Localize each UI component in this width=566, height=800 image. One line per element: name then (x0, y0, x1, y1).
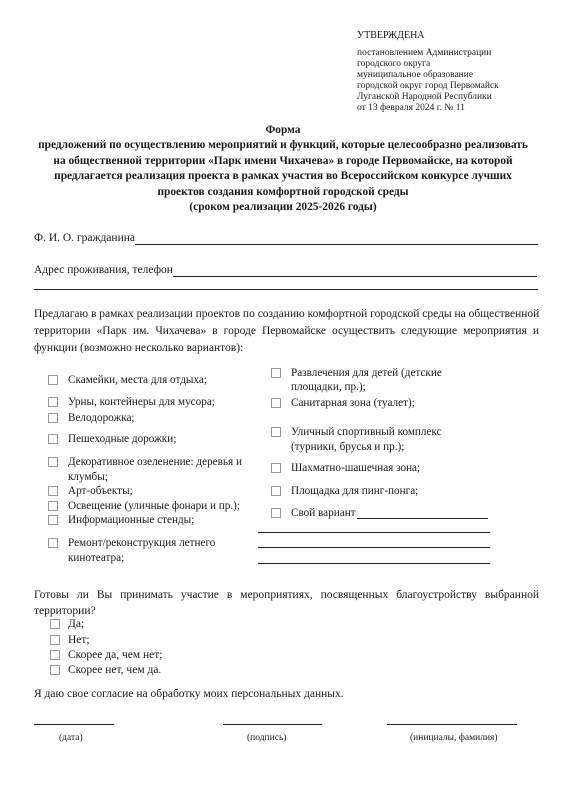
question-line: территории? (34, 605, 96, 617)
checkbox[interactable] (48, 515, 58, 525)
form-title (28, 123, 538, 215)
option-label: Санитарная зона (туалет); (291, 397, 415, 409)
approval-line: Луганской Народной Республики (357, 92, 492, 102)
option-label: Скамейки, места для отдыха; (68, 374, 207, 386)
option-label-cont: кинотеатра; (68, 552, 125, 564)
checkbox[interactable] (271, 508, 281, 518)
option-label-cont: клумбы; (68, 471, 108, 483)
checkbox[interactable] (48, 413, 58, 423)
approval-line: городской округ город Первомайск (357, 81, 499, 91)
own-variant-line[interactable] (357, 518, 488, 519)
option-label: Арт-объекты; (68, 485, 133, 497)
option-label: Пешеходные дорожки; (68, 433, 177, 445)
title-line: предложений по осуществлению мероприятий и функций, которые целесообразно реализовать (38, 139, 528, 152)
approval-line: муниципальное образование (357, 70, 474, 80)
checkbox[interactable] (50, 665, 60, 675)
checkbox[interactable] (271, 368, 281, 378)
name-caption: (инициалы, фамилия) (410, 733, 498, 743)
option-label: Освещение (уличные фонари и пр.); (68, 500, 241, 512)
title-line: проектов создания комфортной городской среды (157, 185, 409, 198)
option-label: Площадка для пинг-понга; (291, 485, 419, 497)
address-label: Адрес проживания, телефон (34, 264, 173, 276)
checkbox[interactable] (271, 463, 281, 473)
consent-statement: Я даю свое согласие на обработку моих персональных данных. (34, 688, 344, 700)
own-variant-line[interactable] (258, 547, 490, 548)
title-line: предлагается реализация проекта в рамках участия во Всероссийском конкурсе лучших (54, 170, 512, 183)
option-label: Урны, контейнеры для мусора; (68, 396, 215, 408)
question-line: Готовы ли Вы принимать участие в мероприятиях, посвященных благоустройству выбранной (34, 589, 539, 601)
title-line: на общественной территории «Парк имени Чихачева» в городе Первомайске, на которой (53, 154, 513, 167)
participation-question (34, 587, 539, 619)
address-field (34, 263, 537, 277)
approval-line: от 13 февраля 2024 г. № 11 (357, 103, 465, 113)
option-label: Ремонт/реконструкция летнего (68, 537, 216, 549)
fio-field (34, 231, 538, 245)
option-label-cont: (турники, брусья и пр.); (291, 441, 405, 453)
checkbox[interactable] (50, 635, 60, 645)
option-label: Свой вариант (291, 507, 356, 519)
title-line: Форма (265, 124, 301, 136)
own-variant-line[interactable] (258, 532, 490, 533)
checkbox[interactable] (271, 427, 281, 437)
checkbox[interactable] (271, 486, 281, 496)
checkbox[interactable] (48, 397, 58, 407)
checkbox[interactable] (48, 434, 58, 444)
checkbox[interactable] (48, 486, 58, 496)
option-label: Информационные стенды; (68, 514, 195, 526)
approval-stamp (357, 30, 557, 114)
option-label: Развлечения для детей (детские (291, 367, 442, 379)
option-label: Декоративное озеленение: деревья и (68, 456, 242, 468)
title-line: (сроком реализации 2025-2026 годы) (189, 201, 377, 214)
approval-line: городского округа (357, 59, 431, 69)
checkbox[interactable] (50, 619, 60, 629)
proposal-line: функции (возможно несколько вариантов): (34, 342, 244, 354)
signature-line[interactable] (223, 724, 322, 725)
approval-heading: УТВЕРЖДЕНА (357, 30, 425, 41)
answer-label: Скорее нет, чем да. (68, 664, 162, 676)
signature-caption: (подпись) (247, 733, 287, 743)
checkbox[interactable] (48, 501, 58, 511)
checkbox[interactable] (48, 375, 58, 385)
address-extra-line[interactable] (34, 289, 538, 290)
fio-label: Ф. И. О. гражданина (34, 232, 135, 244)
address-input-line[interactable] (173, 264, 537, 277)
answer-label: Нет; (68, 634, 90, 646)
approval-line: постановлением Администрации (357, 48, 492, 58)
answer-label: Скорее да, чем нет; (68, 649, 163, 661)
own-variant-line[interactable] (258, 563, 490, 564)
answer-label: Да; (68, 618, 85, 630)
date-caption: (дата) (59, 733, 83, 743)
proposal-line: Предлагаю в рамках реализации проектов по созданию комфортной городской среды на общественной (34, 308, 540, 320)
checkbox[interactable] (48, 538, 58, 548)
option-label: Уличный спортивный комплекс (291, 426, 442, 438)
option-label: Велодорожка; (68, 412, 135, 424)
checkbox[interactable] (48, 457, 58, 467)
option-label: Шахматно-шашечная зона; (291, 462, 421, 474)
checkbox[interactable] (271, 398, 281, 408)
date-line[interactable] (34, 724, 114, 725)
proposal-paragraph (34, 306, 539, 357)
option-label-cont: площадки, пр.); (291, 381, 366, 393)
name-line[interactable] (387, 724, 517, 725)
checkbox[interactable] (50, 650, 60, 660)
fio-input-line[interactable] (135, 232, 538, 245)
proposal-line: территории «Парк им. Чихачева» в городе Первомайске осуществить следующие мероприятия и (34, 325, 539, 337)
